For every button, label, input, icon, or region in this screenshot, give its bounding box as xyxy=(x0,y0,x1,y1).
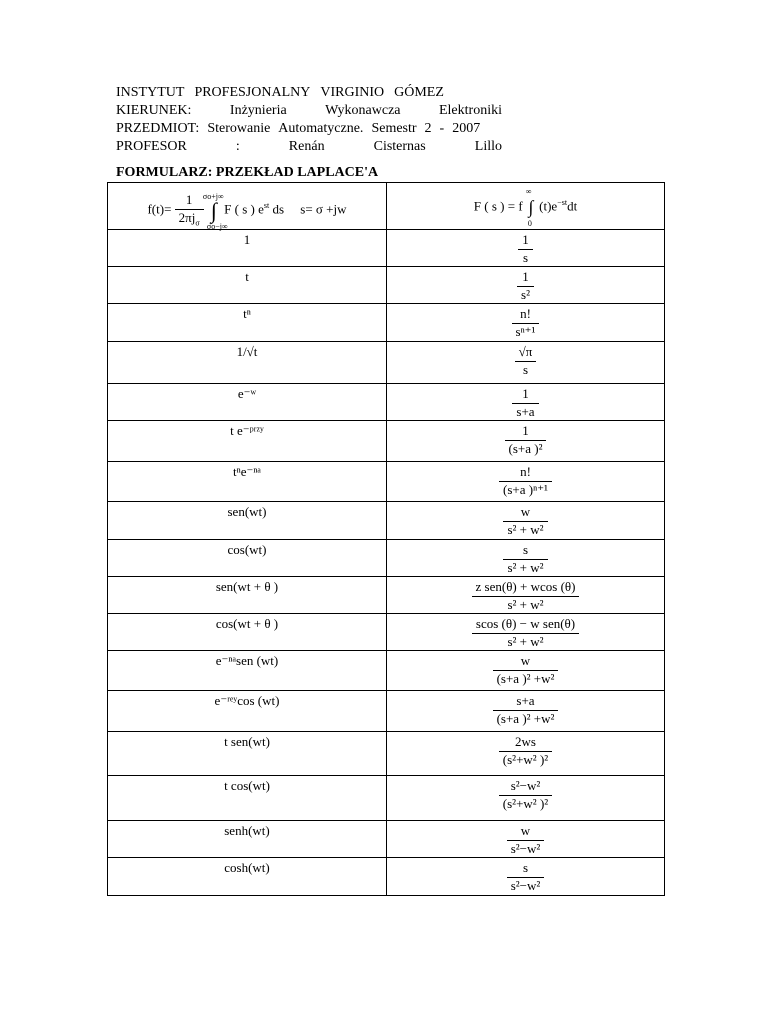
header-word: Elektroniki xyxy=(438,103,502,118)
time-function-cell xyxy=(108,732,387,776)
transform-cell xyxy=(387,267,665,304)
professor-line xyxy=(116,138,502,156)
transform-numerator: s xyxy=(522,542,529,557)
table-row xyxy=(108,462,665,502)
time-function: 1 xyxy=(243,232,251,247)
integral-sign: ∫ ∞ 0 xyxy=(525,187,534,228)
time-function-cell xyxy=(108,614,387,651)
formula-prefix: f(t)= xyxy=(147,201,172,217)
header-word: Semestr xyxy=(371,121,417,136)
transform-cell xyxy=(387,651,665,691)
header-word: 2007 xyxy=(452,121,481,136)
formula-num: 1 xyxy=(185,192,193,207)
time-function: cosh(wt) xyxy=(224,860,270,875)
den-sub: σ xyxy=(195,218,200,228)
header-word: Wykonawcza xyxy=(325,103,401,118)
header-word: PROFESJONALNY xyxy=(194,85,311,100)
time-function: cos(wt + θ ) xyxy=(215,616,279,631)
inverse-transform-formula xyxy=(108,183,387,230)
integrand: F ( s ) e xyxy=(224,201,264,217)
time-function-cell xyxy=(108,577,387,614)
time-function: e⁻ʷ xyxy=(237,386,257,401)
time-function-cell xyxy=(108,462,387,502)
time-function-cell xyxy=(108,421,387,462)
transform-denominator: s xyxy=(522,361,529,377)
table-row xyxy=(108,776,665,821)
header-word: PRZEDMIOT: xyxy=(116,121,200,136)
transform-denominator: (s+a )² +w² xyxy=(496,710,555,726)
transform-cell xyxy=(387,821,665,858)
time-function-cell xyxy=(108,304,387,342)
time-function: tⁿe⁻ⁿᵃ xyxy=(233,464,261,479)
header-word: 2 xyxy=(424,121,432,136)
transform-denominator: sⁿ⁺¹ xyxy=(515,323,536,339)
table-row xyxy=(108,577,665,614)
header-word: Sterowanie xyxy=(207,121,271,136)
transform-denominator: (s²+w² )² xyxy=(502,751,549,767)
subject-line xyxy=(116,120,502,138)
transform-cell xyxy=(387,614,665,651)
header-word: KIERUNEK: xyxy=(116,103,192,118)
transform-numerator: w xyxy=(520,653,531,668)
time-function: senh(wt) xyxy=(224,823,270,838)
transform-denominator: s²−w² xyxy=(510,877,541,893)
table-row xyxy=(108,342,665,384)
time-function: t xyxy=(245,269,249,284)
formula-expr: F ( s ) = f xyxy=(473,198,523,214)
document-header xyxy=(116,84,502,156)
transform-cell xyxy=(387,502,665,540)
time-function: 1/√t xyxy=(236,344,258,359)
transform-numerator: s²−w² xyxy=(510,778,541,793)
transform-cell xyxy=(387,230,665,267)
transform-cell xyxy=(387,342,665,384)
time-function-cell xyxy=(108,342,387,384)
header-word: GÓMEZ xyxy=(394,85,444,100)
time-function-cell xyxy=(108,858,387,896)
table-row xyxy=(108,304,665,342)
transform-denominator: s xyxy=(522,249,529,265)
transform-numerator: n! xyxy=(520,306,531,321)
limit-bottom: 0 xyxy=(527,219,532,228)
transform-numerator: scos (θ) − w sen(θ) xyxy=(475,616,576,631)
time-function: sen(wt) xyxy=(227,504,267,519)
transform-cell xyxy=(387,540,665,577)
integrand: (t)e xyxy=(539,198,558,214)
header-word: Lillo xyxy=(474,139,502,154)
limit-top: ∞ xyxy=(525,187,532,196)
transform-numerator: √π xyxy=(518,344,533,359)
time-function: e⁻ⁿᵃsen (wt) xyxy=(215,653,279,668)
time-function: cos(wt) xyxy=(227,542,267,557)
exponent: st xyxy=(263,201,270,211)
time-function-cell xyxy=(108,230,387,267)
transform-denominator: s² + w² xyxy=(507,633,544,649)
page-title: FORMULARZ: PRZEKŁAD LAPLACE'A xyxy=(116,165,379,180)
time-function-cell xyxy=(108,691,387,732)
transform-cell xyxy=(387,384,665,421)
transform-denominator: s²−w² xyxy=(510,840,541,856)
limit-bottom: σo−j∞ xyxy=(206,221,228,231)
direction-line xyxy=(116,102,502,120)
integral-sign: ∫ σo+j∞ σo−j∞ xyxy=(202,191,228,231)
transform-denominator: (s+a )² +w² xyxy=(496,670,555,686)
table-row xyxy=(108,230,665,267)
time-function: sen(wt + θ ) xyxy=(215,579,279,594)
formula-den xyxy=(175,211,204,228)
header-word: Cisternas xyxy=(373,139,426,154)
transform-numerator: 2ws xyxy=(515,734,536,749)
s-definition: s= σ +jw xyxy=(300,201,347,217)
transform-denominator: (s+a )² xyxy=(508,440,543,456)
table-row xyxy=(108,267,665,304)
transform-cell xyxy=(387,732,665,776)
time-function-cell xyxy=(108,267,387,304)
table-header-row xyxy=(108,183,665,230)
table-row xyxy=(108,614,665,651)
differential: ds xyxy=(272,201,285,217)
header-word: PROFESOR xyxy=(116,139,187,154)
time-function: t cos(wt) xyxy=(224,778,270,793)
header-word: : xyxy=(235,139,240,154)
den-text: 2πj xyxy=(178,209,196,225)
transform-numerator: s+a xyxy=(516,693,535,708)
time-function-cell xyxy=(108,776,387,821)
institute-line xyxy=(116,84,502,102)
header-word: INSTYTUT xyxy=(116,85,185,100)
time-function-cell xyxy=(108,384,387,421)
transform-denominator: s² xyxy=(521,286,530,302)
table-row xyxy=(108,858,665,896)
transform-denominator: s+a xyxy=(516,403,535,419)
time-function-cell xyxy=(108,651,387,691)
transform-cell xyxy=(387,421,665,462)
transform-numerator: 1 xyxy=(522,269,529,284)
time-function: tⁿ xyxy=(243,306,251,321)
table-row xyxy=(108,732,665,776)
transform-cell xyxy=(387,858,665,896)
differential: dt xyxy=(567,198,578,214)
table-row xyxy=(108,691,665,732)
exponent: −st xyxy=(557,198,568,207)
table-row xyxy=(108,821,665,858)
transform-cell xyxy=(387,577,665,614)
transform-denominator: s² + w² xyxy=(507,521,544,537)
time-function-cell xyxy=(108,821,387,858)
header-word: Inżynieria xyxy=(229,103,287,118)
transform-denominator: (s²+w² )² xyxy=(502,795,549,811)
header-word: VIRGINIO xyxy=(320,85,385,100)
transform-numerator: w xyxy=(520,504,531,519)
transform-numerator: 1 xyxy=(522,423,529,438)
table-row xyxy=(108,384,665,421)
table-row xyxy=(108,651,665,691)
transform-numerator: z sen(θ) + wcos (θ) xyxy=(475,579,576,594)
time-function-cell xyxy=(108,502,387,540)
table-row xyxy=(108,421,665,462)
table-row xyxy=(108,540,665,577)
laplace-table xyxy=(107,182,665,896)
transform-numerator: s xyxy=(522,860,529,875)
time-function: e⁻ʳᵉʸcos (wt) xyxy=(214,693,280,708)
transform-denominator: (s+a )ⁿ⁺¹ xyxy=(503,481,548,497)
time-function: t sen(wt) xyxy=(224,734,270,749)
header-word: Automatyczne. xyxy=(278,121,364,136)
transform-numerator: n! xyxy=(520,464,531,479)
transform-numerator: 1 xyxy=(522,232,529,247)
header-word: - xyxy=(439,121,445,136)
transform-cell xyxy=(387,304,665,342)
transform-cell xyxy=(387,691,665,732)
transform-denominator: s² + w² xyxy=(507,559,544,575)
transform-cell xyxy=(387,776,665,821)
table-row xyxy=(108,502,665,540)
transform-formula xyxy=(387,183,665,230)
transform-numerator: 1 xyxy=(522,386,529,401)
time-function: t e⁻ᵖʳᶻʸ xyxy=(230,423,264,438)
transform-cell xyxy=(387,462,665,502)
transform-numerator: w xyxy=(520,823,531,838)
header-word: Renán xyxy=(288,139,325,154)
transform-denominator: s² + w² xyxy=(507,596,544,612)
limit-top: σo+j∞ xyxy=(202,191,224,201)
time-function-cell xyxy=(108,540,387,577)
